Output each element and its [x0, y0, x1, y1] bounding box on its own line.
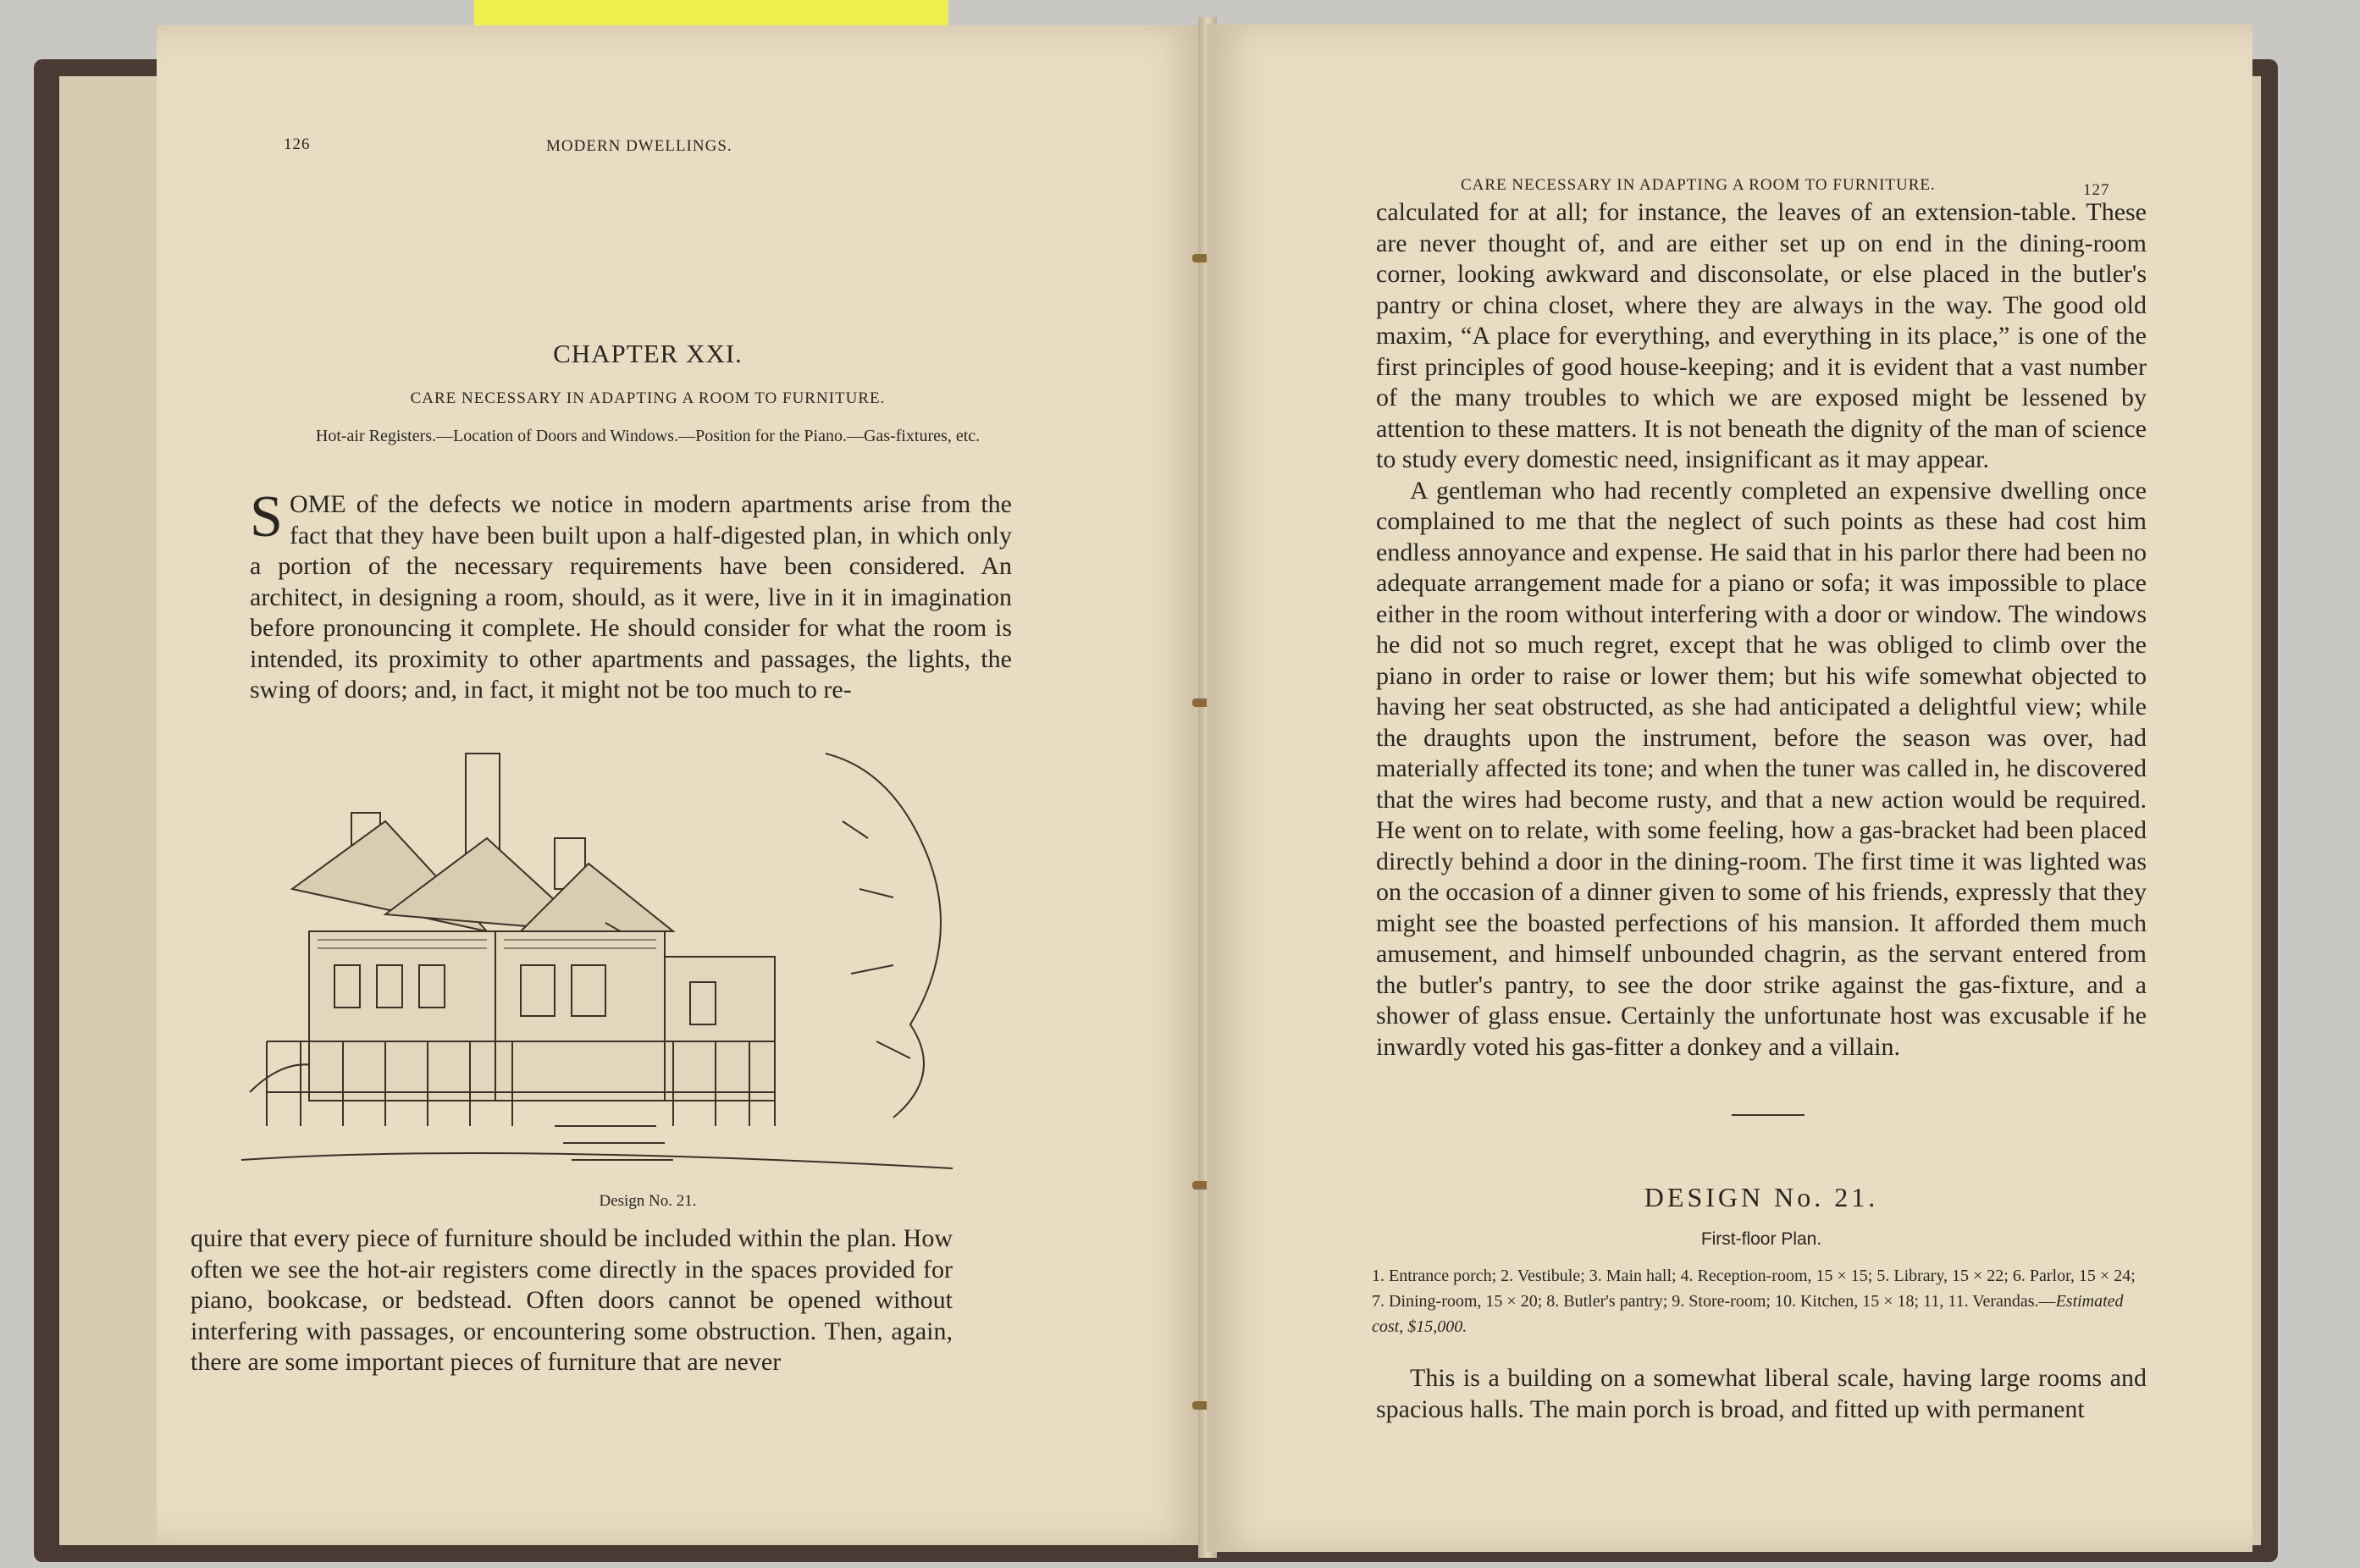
paragraph-2: A gentleman who had recently completed an expensive dwelling once complained to me that the neglect of such points as these had cost him endless annoyance and expense. He said that in his parlor there had been no adequate arrangement made for a piano or sofa; it was impossible to place either in the room without interfering with a door or window. The windows he did not so much regret, except that he was obliged to climb over the piano in order to raise or lower them; but his wife somewhat objected to having her seat obstructed, as she had anticipated a delightful view; while the draughts upon the instrument, before the season was over, had materially affected its tone; and when the tuner was called in, he discovered that the wires had become rusty, and that a new action would be required. He went on to relate, with some feeling, how a gas-bracket had been placed directly behind a door in the dining-room. The first time it was lighted was on the occasion of a dinner given to some of his friends, expressly that they might see the boasted perfections of his mansion. It afforded them much amusement, and himself unbounded chagrin, as the servant entered from the butler's pantry, to see the door strike against the gas-fixture, and a shower of glass ensue. Certainly the unfortunate host was excusable if he inwardly voted his gas-fitter a donkey and a villain.: [1376, 476, 2147, 1061]
right-page: [1207, 24, 2252, 1552]
plan-legend-text: 1. Entrance porch; 2. Vestibule; 3. Main hall; 4. Reception-room, 15 × 15; 5. Library, 15 × 22; 6. Parlor, 15 × 24; 7. Dining-room, 15 × 20; 8. Butler's pantry; 9. Store-room; 10. Kitchen, 15 × 18; 11, 11. Verandas.—: [1372, 1267, 2136, 1311]
plan-legend: [1372, 1263, 2151, 1339]
plan-title: First-floor Plan.: [1700, 1229, 1822, 1249]
drop-cap: S: [250, 484, 283, 549]
opening-paragraph: [250, 484, 1012, 706]
house-engraving: [233, 720, 961, 1194]
chapter-subtitle: CARE NECESSARY IN ADAPTING A ROOM TO FURNITURE.: [410, 389, 886, 407]
paragraph-3: This is a building on a somewhat liberal scale, having large rooms and spacious halls. The main porch is broad, and fitted up with permanent: [1376, 1364, 2147, 1423]
continued-paragraph: quire that every piece of furniture should be included within the plan. How often we see the hot-air registers come directly in the spaces provided for piano, bookcase, or bedstead. Often doors cannot be opened without interfering with passages, or encountering some obstruction. Then, again, there are some important pieces of furniture that are never: [191, 1224, 953, 1376]
running-head-right: CARE NECESSARY IN ADAPTING A ROOM TO FURNITURE.: [1461, 176, 1936, 194]
figure-caption: Design No. 21.: [599, 1192, 697, 1210]
plan-cost: Estimated cost, $15,000.: [1372, 1292, 2124, 1336]
opening-paragraph-text: OME of the defects we notice in modern apartments arise from the fact that they have been built upon a half-digested plan, in which only a portion of the necessary requirements have been considered. An architect, in designing a room, should, as it were, live in it in imagination before pronouncing it complete. He should consider for what the room is intended, its proximity to other apartments and passages, the lights, the swing of doors; and, in fact, it might not be too much to re-: [250, 490, 1012, 704]
page-number-left: 126: [284, 135, 311, 153]
chapter-title: CHAPTER XXI.: [553, 339, 743, 368]
page-number-right: 127: [2083, 181, 2110, 199]
sticky-note: [474, 0, 948, 25]
design-title: DESIGN No. 21.: [1644, 1182, 1879, 1212]
paragraph-1: calculated for at all; for instance, the leaves of an extension-table. These are never thought of, and are either set up on end in the dining-room corner, looking awkward and disconsolate, or else placed in the butler's pantry or china closet, where they are always in the way. The good old maxim, “A place for everything, and everything in its place,” is one of the first principles of good house-keeping; and it is evident that a vast number of the many troubles to which we are exposed might be lessened by attention to these matters. It is not beneath the dignity of the man of science to study every domestic need, insignificant as it may appear.: [1376, 198, 2147, 473]
running-head-left: MODERN DWELLINGS.: [546, 137, 732, 155]
section-rule: [1732, 1114, 1805, 1116]
left-page: [157, 25, 1207, 1545]
right-page-body: [1376, 197, 2147, 1063]
chapter-summary: Hot-air Registers.—Location of Doors and Windows.—Position for the Piano.—Gas-fixtures, etc.: [315, 427, 981, 445]
